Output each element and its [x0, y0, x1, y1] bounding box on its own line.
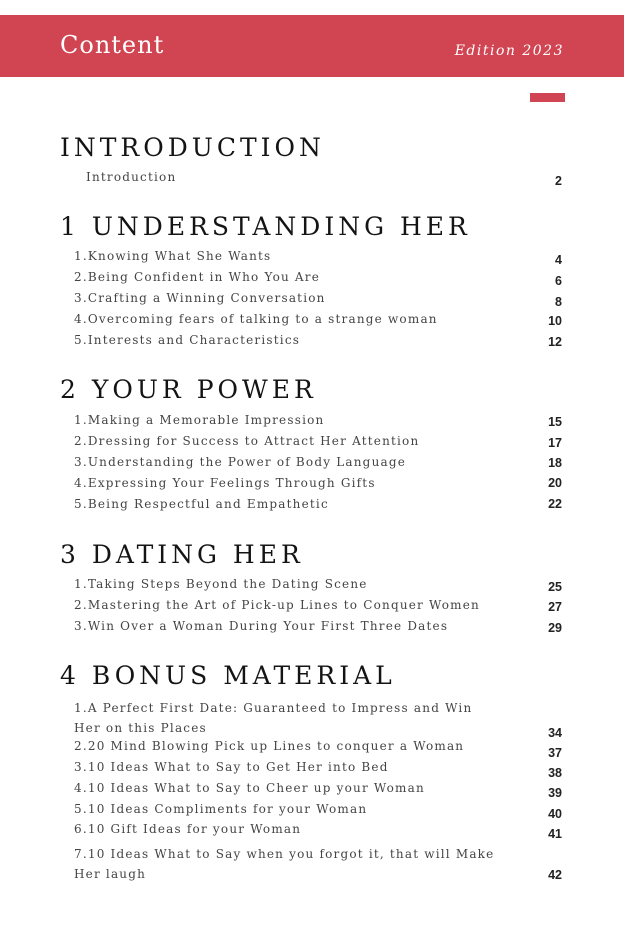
toc-entry[interactable] [74, 760, 504, 774]
page-title: Content [60, 31, 165, 59]
toc-entry[interactable] [74, 312, 504, 326]
toc-entry[interactable] [74, 577, 504, 591]
toc-entry[interactable] [74, 822, 504, 836]
entry-title: Interests and Characteristics [87, 333, 301, 347]
entry-title: 10 Ideas What to Say when you forgot it, that will Make Her laugh [74, 847, 495, 881]
toc-entry[interactable] [74, 291, 504, 305]
entry-title: Knowing What She Wants [87, 249, 272, 263]
entry-number: 5. [74, 802, 88, 816]
toc-entry[interactable] [86, 170, 516, 184]
toc-entry[interactable] [74, 781, 504, 795]
page-number: 15 [548, 415, 562, 429]
entry-title: Understanding the Power of Body Language [87, 455, 407, 469]
entry-title: Overcoming fears of talking to a strange woman [87, 312, 438, 326]
entry-number: 3. [74, 619, 88, 633]
page-number: 20 [548, 476, 562, 490]
entry-title: Being Respectful and Empathetic [87, 497, 329, 511]
entry-title: 20 Mind Blowing Pick up Lines to conquer a Woman [87, 739, 465, 753]
entry-number: 1. [74, 413, 88, 427]
toc-entry[interactable] [74, 249, 504, 263]
page-number: 22 [548, 497, 562, 511]
entry-number: 5. [74, 497, 88, 511]
section-title: 4 BONUS MATERIAL [60, 661, 396, 690]
entry-number: 1. [74, 577, 88, 591]
toc-entry[interactable] [74, 619, 504, 633]
toc-entry[interactable] [74, 476, 504, 490]
entry-number: 3. [74, 291, 88, 305]
toc-entry[interactable] [74, 333, 504, 347]
toc-entry[interactable] [74, 434, 504, 448]
entry-title: Mastering the Art of Pick-up Lines to Conquer Women [87, 598, 480, 612]
entry-title: 10 Ideas What to Say to Cheer up your Woman [87, 781, 425, 795]
entry-number: 4. [74, 476, 88, 490]
entry-title: 10 Ideas What to Say to Get Her into Bed [87, 760, 389, 774]
page-number: 29 [548, 621, 562, 635]
page-number: 42 [548, 868, 562, 882]
entry-title: Introduction [86, 170, 177, 184]
toc-entry[interactable] [74, 497, 504, 511]
entry-number: 3. [74, 455, 88, 469]
entry-number: 2. [74, 434, 88, 448]
entry-number: 7. [74, 847, 88, 861]
page-number: 17 [548, 436, 562, 450]
toc-entry[interactable] [74, 844, 504, 884]
section-title: 1 UNDERSTANDING HER [60, 212, 471, 241]
entry-title: Dressing for Success to Attract Her Attention [87, 434, 420, 448]
entry-number: 2. [74, 270, 88, 284]
section-title: 3 DATING HER [60, 540, 304, 569]
toc-entry[interactable] [74, 598, 504, 612]
entry-title: Being Confident in Who You Are [87, 270, 321, 284]
toc-entry[interactable] [74, 413, 504, 427]
page-number: 27 [548, 600, 562, 614]
edition-label: Edition 2023 [454, 43, 564, 59]
toc-entry[interactable] [74, 455, 504, 469]
page-number: 10 [548, 314, 562, 328]
entry-number: 2. [74, 598, 88, 612]
entry-title: 10 Ideas Compliments for your Woman [87, 802, 368, 816]
entry-number: 4. [74, 781, 88, 795]
toc-entry[interactable] [74, 802, 504, 816]
page-number: 6 [555, 274, 562, 288]
page-number: 12 [548, 335, 562, 349]
toc-entry[interactable] [74, 270, 504, 284]
entry-title: 10 Gift Ideas for your Woman [87, 822, 302, 836]
entry-number: 1. [74, 249, 88, 263]
entry-title: Crafting a Winning Conversation [87, 291, 326, 305]
entry-title: Taking Steps Beyond the Dating Scene [87, 577, 368, 591]
entry-number: 2. [74, 739, 88, 753]
page-number: 8 [555, 295, 562, 309]
entry-number: 5. [74, 333, 88, 347]
page-number: 4 [555, 253, 562, 267]
toc-entry[interactable] [74, 739, 504, 753]
section-title: INTRODUCTION [60, 133, 325, 162]
page-number: 41 [548, 827, 562, 841]
page-number: 37 [548, 746, 562, 760]
page-number: 40 [548, 807, 562, 821]
entry-number: 4. [74, 312, 88, 326]
page-number: 2 [555, 174, 562, 188]
entry-number: 3. [74, 760, 88, 774]
entry-title: Making a Memorable Impression [87, 413, 325, 427]
entry-number: 6. [74, 822, 88, 836]
page-number: 34 [548, 726, 562, 740]
entry-title: Win Over a Woman During Your First Three Dates [87, 619, 449, 633]
entry-title: Expressing Your Feelings Through Gifts [87, 476, 376, 490]
page-number: 39 [548, 786, 562, 800]
entry-title: A Perfect First Date: Guaranteed to Impress and Win Her on this Places [74, 701, 473, 735]
page-number: 25 [548, 580, 562, 594]
page-number: 18 [548, 456, 562, 470]
section-title: 2 YOUR POWER [60, 375, 317, 404]
toc-entry[interactable] [74, 698, 504, 738]
page-number: 38 [548, 766, 562, 780]
entry-number: 1. [74, 701, 88, 715]
